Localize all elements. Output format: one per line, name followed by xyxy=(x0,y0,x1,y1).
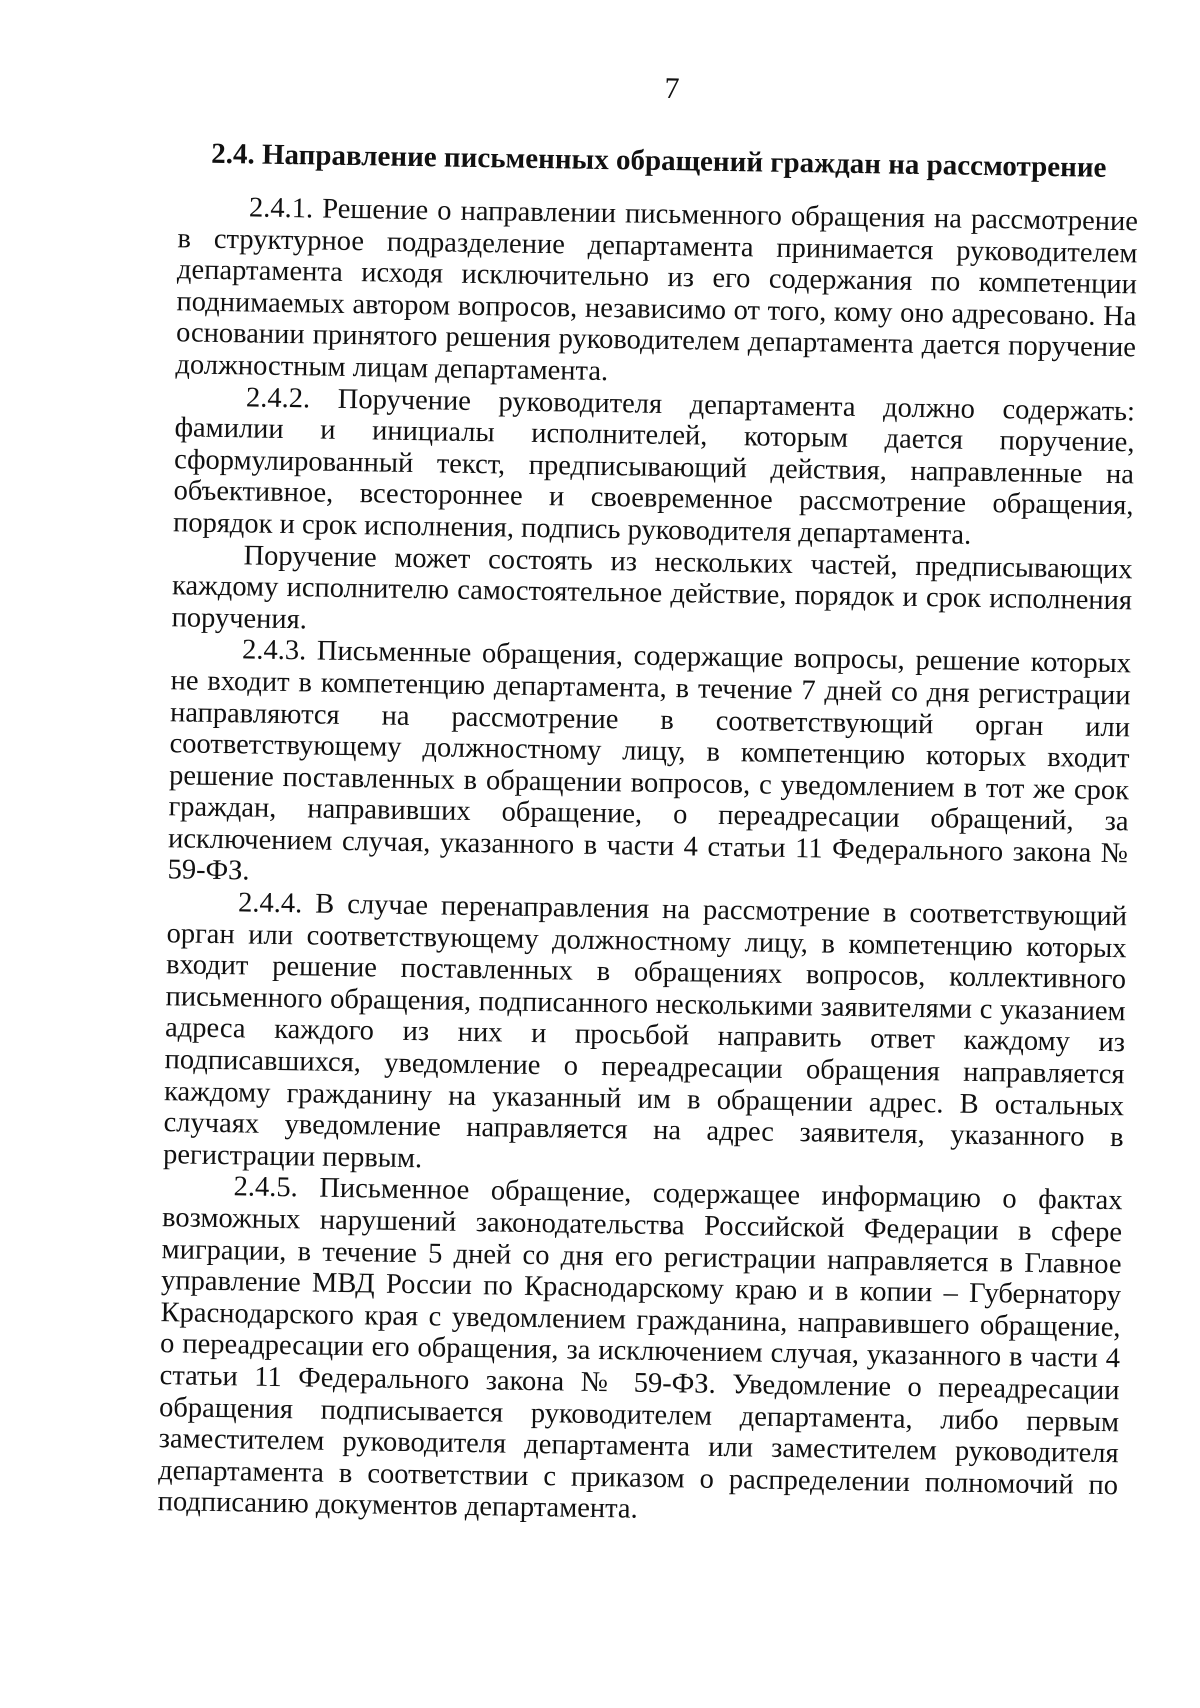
paragraph-2-4-3: 2.4.3. Письменные обращения, содержащие вопросы, решение которых не входит в компетенцию департамента, в течение 7 дней со дня регистрации направляются на рассмотрение в соответствующий орган или соответствующему должностному лицу, в компетенцию которых входит решение поставленных в обращении вопросов, с уведомлением в тот же срок граждан, направивших обращение, о переадресации обращений, за исключением случая, указанного в части 4 статьи 11 Федерального закона № 59-ФЗ. xyxy=(167,634,1132,887)
paragraph-2-4-4: 2.4.4. В случае перенаправления на рассмотрение в соответствующий орган или соответствующему должностному лицу, в компетенцию которых входит решение поставленных в обращениях вопросов, коллективного письменного обращения, подписанного несколькими заявителями с указанием адреса каждого из них и просьбой направить ответ каждому из подписавшихся, уведомление о переадресации обращения направляется каждому гражданину на указанный им в обращении адрес. В остальных случаях уведомление направляется на адрес заявителя, указанного в регистрации первым. xyxy=(162,887,1128,1175)
document-body xyxy=(157,191,1138,1533)
page-number: 7 xyxy=(664,71,680,106)
paragraph-instruction-parts: Поручение может состоять из нескольких частей, предписывающих каждому исполнителю самостоятельное действие, порядок и срок исполнения поручения. xyxy=(171,539,1133,636)
paragraph-2-4-2: 2.4.2. Поручение руководителя департамента должно содержать: фамилии и инициалы исполнителей, которым дается поручение, сформулированный текст, предписывающий действия, направленные на объективное, всестороннее и своевременное рассмотрение обращения, порядок и срок исполнения, подпись руководителя департамента. xyxy=(172,381,1136,551)
section-title: 2.4. Направление письменных обращений граждан на рассмотрение xyxy=(210,137,1107,184)
paragraph-2-4-1: 2.4.1. Решение о направлении письменного обращения на рассмотрение в структурное подразделение департамента принимается руководителем департамента исходя исключительно из его содержания по компетенции поднимаемых автором вопросов, независимо от того, кому оно адресовано. На основании принятого решения руководителем департамента дается поручение должностным лицам департамента. xyxy=(175,192,1139,388)
paragraph-2-4-5: 2.4.5. Письменное обращение, содержащее информацию о фактах возможных нарушений законодательства Российской Федерации в сфере миграции, в течение 5 дней со дня его регистрации направляется в Главное управление МВД России по Краснодарскому краю и в копии – Губернатору Краснодарского края с уведомлением гражданина, направившего обращение, о переадресации его обращения, за исключением случая, указанного в части 4 статьи 11 Федерального закона № 59-ФЗ. Уведомление о переадресации обращения подписывается руководителем департамента, либо первым заместителем руководителя департамента или заместителем руководителя департамента в соответствии с приказом о распределении полномочий по подписанию документов департамента. xyxy=(157,1171,1123,1526)
